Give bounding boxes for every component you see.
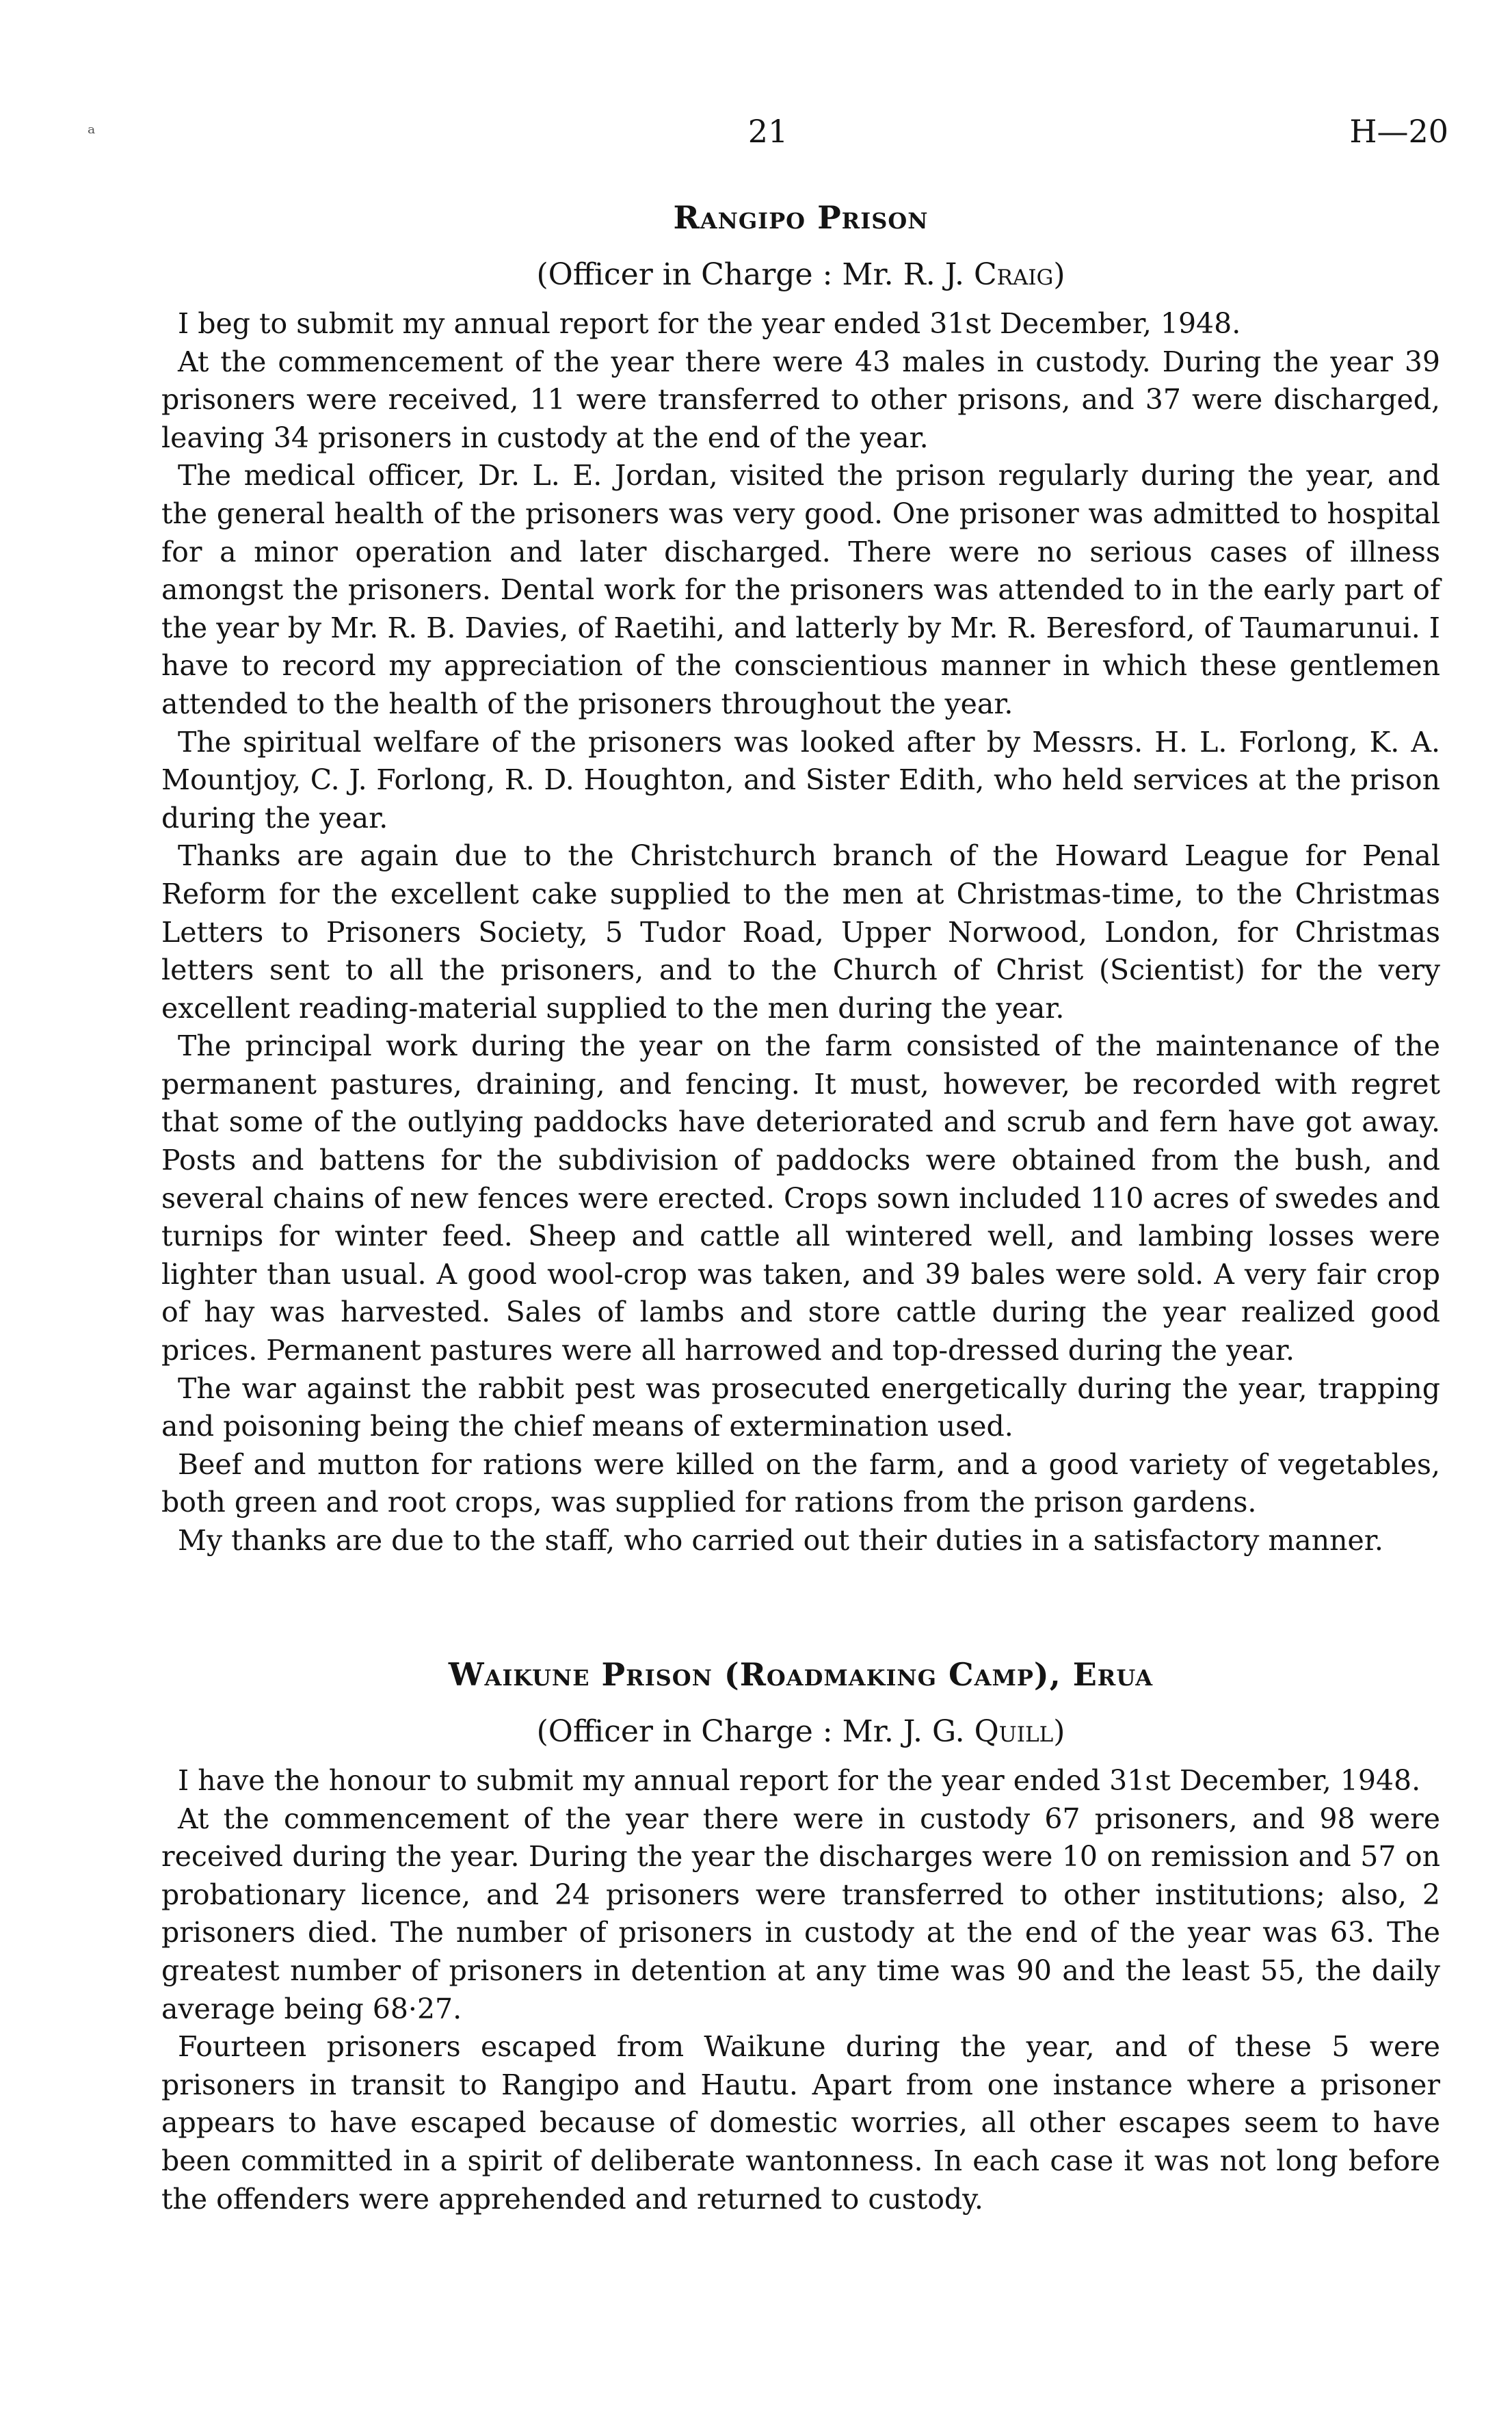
paragraph: At the commencement of the year there were in custody 67 prisoners, and 98 were received during the year. During the year the discharges were 10 on remission and 57 on probationary licence, and 24 prisoners were transferred to other institutions; also, 2 prisoners died. The number of prisoners in custody at the end of the year was 63. The greatest number of prisoners in detention at any time was 90 and the least 55, the daily average being 68·27. xyxy=(161,1802,1440,2025)
page-header xyxy=(88,113,1448,161)
officer-close: ) xyxy=(1053,1714,1065,1749)
document-reference: H—20 xyxy=(1349,113,1448,150)
section-title: Waikune Prison (Roadmaking Camp), Erua xyxy=(448,1656,1154,1693)
officer-label: (Officer in Charge : xyxy=(536,257,833,292)
section-title: Rangipo Prison xyxy=(673,199,929,236)
officer-name: Mr. J. G. xyxy=(842,1714,965,1749)
page-number: 21 xyxy=(747,113,788,150)
paragraph: Thanks are again due to the Christchurch branch of the Howard League for Penal Reform for the excellent cake supplied to the men at Christmas-time, to the Christmas Letters to Prisoners Society, 5 Tudor Road, Upper Norwood, London, for Christmas letters sent to all the prisoners, and to the Church of Christ (Scientist) for the very excellent reading-material supplied to the men during the year. xyxy=(161,839,1440,1025)
officer-surname: Quill xyxy=(974,1714,1054,1749)
officer-in-charge xyxy=(161,1711,1440,1752)
paragraph: The medical officer, Dr. L. E. Jordan, visited the prison regularly during the year, and the general health of the prisoners was very good. One prisoner was admitted to hospital for a minor operation and later discharged. There were no serious cases of illness amongst the prisoners. Dental work for the prisoners was attended to in the early part of the year by Mr. R. B. Davies, of Raetihi, and latterly by Mr. R. Beresford, of Taumarunui. I have to record my appreciation of the conscientious manner in which these gentlemen attended to the health of the prisoners throughout the year. xyxy=(161,459,1440,720)
paragraph: At the commencement of the year there were 43 males in custody. During the year 39 prisoners were received, 11 were transferred to other prisons, and 37 were discharged, leaving 34 prisoners in custody at the end of the year. xyxy=(161,345,1440,454)
paragraph: The spiritual welfare of the prisoners was looked after by Messrs. H. L. Forlong, K. A. Mountjoy, C. J. Forlong, R. D. Houghton, and Sister Edith, who held services at the prison during the year. xyxy=(161,725,1440,835)
officer-label: (Officer in Charge : xyxy=(536,1714,833,1749)
paragraph: My thanks are due to the staff, who carried out their duties in a satisfactory manner. xyxy=(178,1524,1383,1557)
paragraph: Beef and mutton for rations were killed on the farm, and a good variety of vegetables, both green and root crops, was supplied for rations from the prison gardens. xyxy=(161,1447,1440,1519)
officer-close: ) xyxy=(1053,257,1065,292)
officer-name: Mr. R. J. xyxy=(842,257,964,292)
section-waikune-prison xyxy=(161,1654,1440,2218)
margin-mark: ᵃ xyxy=(88,122,96,146)
paragraph: I have the honour to submit my annual report for the year ended 31st December, 1948. xyxy=(178,1764,1421,1797)
paragraph: The war against the rabbit pest was prosecuted energetically during the year, trapping and poisoning being the chief means of extermination used. xyxy=(161,1371,1440,1443)
section-rangipo-prison xyxy=(161,197,1440,1560)
paragraph: Fourteen prisoners escaped from Waikune during the year, and of these 5 were prisoners in transit to Rangipo and Hautu. Apart from one instance where a prisoner appears to have escaped because of domestic worries, all other escapes seem to have been committed in a spirit of deliberate wantonness. In each case it was not long before the offenders were apprehended and returned to custody. xyxy=(161,2030,1440,2216)
paragraph: I beg to submit my annual report for the year ended 31st December, 1948. xyxy=(178,307,1241,340)
officer-in-charge xyxy=(161,254,1440,295)
officer-surname: Craig xyxy=(973,257,1054,292)
paragraph: The principal work during the year on the farm consisted of the maintenance of the permanent pastures, draining, and fencing. It must, however, be recorded with regret that some of the outlying paddocks have deteriorated and scrub and fern have got away. Posts and battens for the subdivision of paddocks were obtained from the bush, and several chains of new fences were erected. Crops sown included 110 acres of swedes and turnips for winter feed. Sheep and cattle all wintered well, and lambing losses were lighter than usual. A good wool-crop was taken, and 39 bales were sold. A very fair crop of hay was harvested. Sales of lambs and store cattle during the year realized good prices. Permanent pastures were all harrowed and top-dressed during the year. xyxy=(161,1029,1440,1367)
